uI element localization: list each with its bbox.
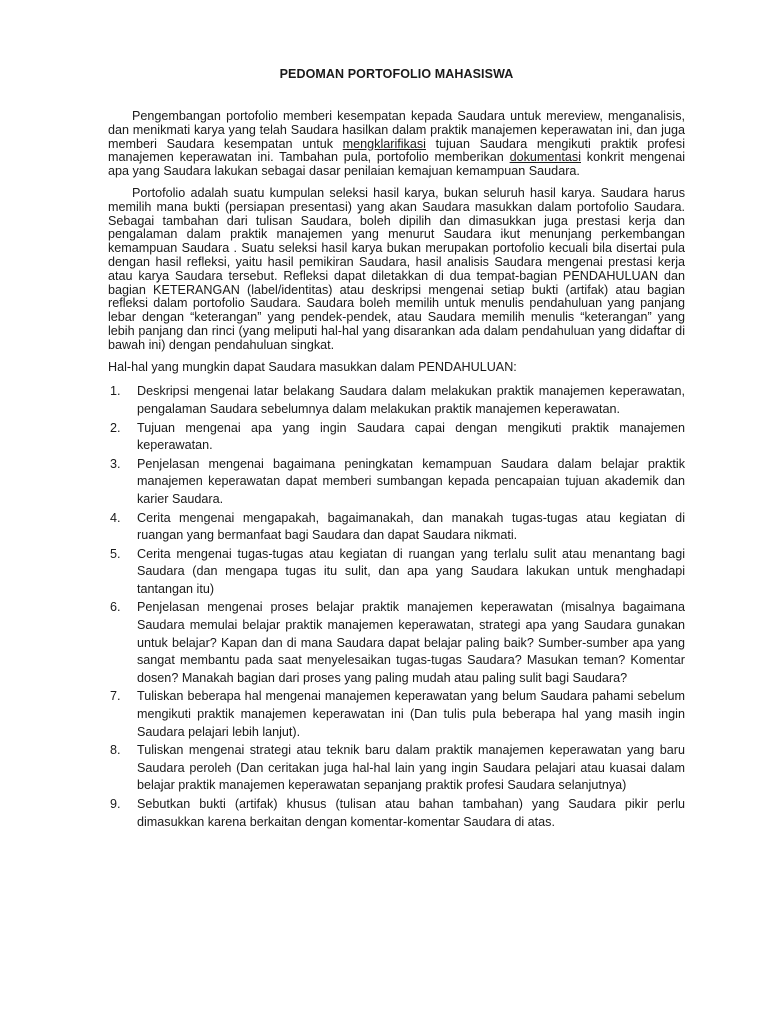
definition-paragraph: Portofolio adalah suatu kumpulan seleksi hasil karya, bukan seluruh hasil karya. Saudara harus memilih mana bukti (persiapan presentasi) yang akan Saudara masukkan dalam portofolio Saudara. Sebagai tambahan dari tulisan Saudara, boleh dipilih dan dimasukkan juga prestasi kerja dan pengalaman dalam praktik manajemen yang menurut Saudara ikut menunjang perkembangan kemampuan Saudara . Suatu seleksi hasil karya bukan merupakan portofolio kecuali bila disertai pula dengan hasil refleksi, yaitu hasil pemikiran Saudara, hasil analisis Saudara mengenai prestasi kerja atau karya Saudara tersebut. Refleksi dapat diletakkan di dua tempat-bagian PENDAHULUAN dan bagian KETERANGAN (label/identitas) atau deskripsi mengenai setiap bukti (artifak) atau bagian refleksi dalam portofolio Saudara. Saudara boleh memilih untuk menulis pendahuluan yang panjang lebar dengan “keterangan” yang pendek-pendek, atau Saudara memilih menulis “keterangan” yang lebih panjang dan rinci (yang meliputi hal-hal yang disarankan ada dalam pendahuluan yang didaftar di bawah ini) dengan pendahuluan singkat. — [108, 185, 685, 352]
list-item — [108, 420, 685, 455]
list-item-text: Sebutkan bukti (artifak) khusus (tulisan atau bahan tambahan) yang Saudara pikir perlu dimasukkan karena berkaitan dengan komentar-komentar Saudara di atas. — [137, 797, 685, 829]
list-item-text: Deskripsi mengenai latar belakang Saudara dalam melakukan praktik manajemen keperawatan, pengalaman Saudara sebelumnya dalam melakukan praktik manajemen keperawatan. — [137, 384, 685, 416]
list-item-number: 2. — [110, 420, 121, 435]
list-item — [108, 456, 685, 509]
document-title: PEDOMAN PORTOFOLIO MAHASISWA — [279, 67, 514, 81]
intro-underlined-term-1: mengklarifikasi — [342, 136, 426, 151]
list-item-text: Tuliskan beberapa hal mengenai manajemen keperawatan yang belum Saudara pahami sebelum mengikuti praktik manajemen keperawatan ini (Dan tulis pula beberapa hal yang masih ingin Saudara pelajari lebih lanjut). — [137, 689, 685, 739]
intro-text-part1: Pengembangan portofolio memberi kesempatan kepada Saudara untuk mereview, menganalisis, dan menikmati karya yang telah Saudara hasilkan dalam praktik manajemen keperawatan ini, dan juga memberi Saudara kesempatan untuk — [108, 109, 685, 151]
list-item-number: 1. — [110, 384, 121, 399]
list-item — [108, 383, 685, 418]
list-item-text: Tuliskan mengenai strategi atau teknik baru dalam praktik manajemen keperawatan yang baru Saudara peroleh (Dan ceritakan juga hal-hal lain yang ingin Saudara pelajari atau kuasai dalam belajar praktik manajemen keperawatan sepanjang praktik profesi Saudara selanjutnya) — [137, 743, 685, 793]
list-item — [108, 599, 685, 687]
list-item-number: 6. — [110, 600, 121, 615]
list-item — [108, 688, 685, 741]
pendahuluan-list — [108, 383, 685, 831]
intro-text-part2: tujuan Saudara mengikuti praktik profesi manajemen keperawatan ini. Tambahan pula, portofolio memberikan — [108, 136, 685, 165]
list-item-number: 4. — [110, 510, 121, 525]
list-item-text: Cerita mengenai tugas-tugas atau kegiatan di ruangan yang terlalu sulit atau menantang bagi Saudara (dan mengapa tugas itu sulit, dan apa yang Saudara lakukan untuk menghadapi tantangan itu) — [137, 546, 685, 596]
list-item-number: 9. — [110, 797, 121, 811]
list-item-text: Cerita mengenai mengapakah, bagaimanakah, dan manakah tugas-tugas atau kegiatan di ruangan yang bermanfaat bagi Saudara dan dapat Saudara nikmati. — [137, 510, 685, 543]
list-item-text: Tujuan mengenai apa yang ingin Saudara capai dengan mengikuti praktik manajemen keperawatan. — [137, 420, 685, 453]
list-item — [108, 510, 685, 545]
list-item-text: Penjelasan mengenai proses belajar praktik manajemen keperawatan (misalnya bagaimana Saudara memulai belajar praktik manajemen keperawatan, strategi apa yang Saudara gunakan untuk belajar? Kapan dan di mana Saudara dapat belajar paling baik? Sumber-sumber apa yang sangat membantu pada saat menyelesaikan tugas-tugas Saudara? Masukan teman? Komentar dosen? Manakah bagian dari proses yang paling mudah atau paling sulit bagi Saudara? — [137, 600, 685, 685]
list-item-number: 8. — [110, 743, 121, 758]
intro-underlined-term-2: dokumentasi — [509, 150, 581, 165]
list-item-number: 7. — [110, 689, 121, 704]
list-item-number: 3. — [110, 456, 121, 471]
list-item — [108, 742, 685, 795]
intro-paragraph — [108, 110, 685, 179]
list-intro: Hal-hal yang mungkin dapat Saudara masukkan dalam PENDAHULUAN: — [108, 359, 517, 374]
document-page — [108, 66, 685, 832]
list-item — [108, 546, 685, 599]
intro-text-part3: konkrit mengenai apa yang Saudara lakukan sebagai dasar penilaian kemajuan kemampuan Saudara. — [108, 150, 686, 179]
list-item-number: 5. — [110, 546, 121, 561]
list-item — [108, 796, 685, 831]
list-item-text: Penjelasan mengenai bagaimana peningkatan kemampuan Saudara dalam belajar praktik manajemen keperawatan dapat memberi sumbangan kepada pencapaian tujuan akademik dan karier Saudara. — [137, 456, 685, 506]
